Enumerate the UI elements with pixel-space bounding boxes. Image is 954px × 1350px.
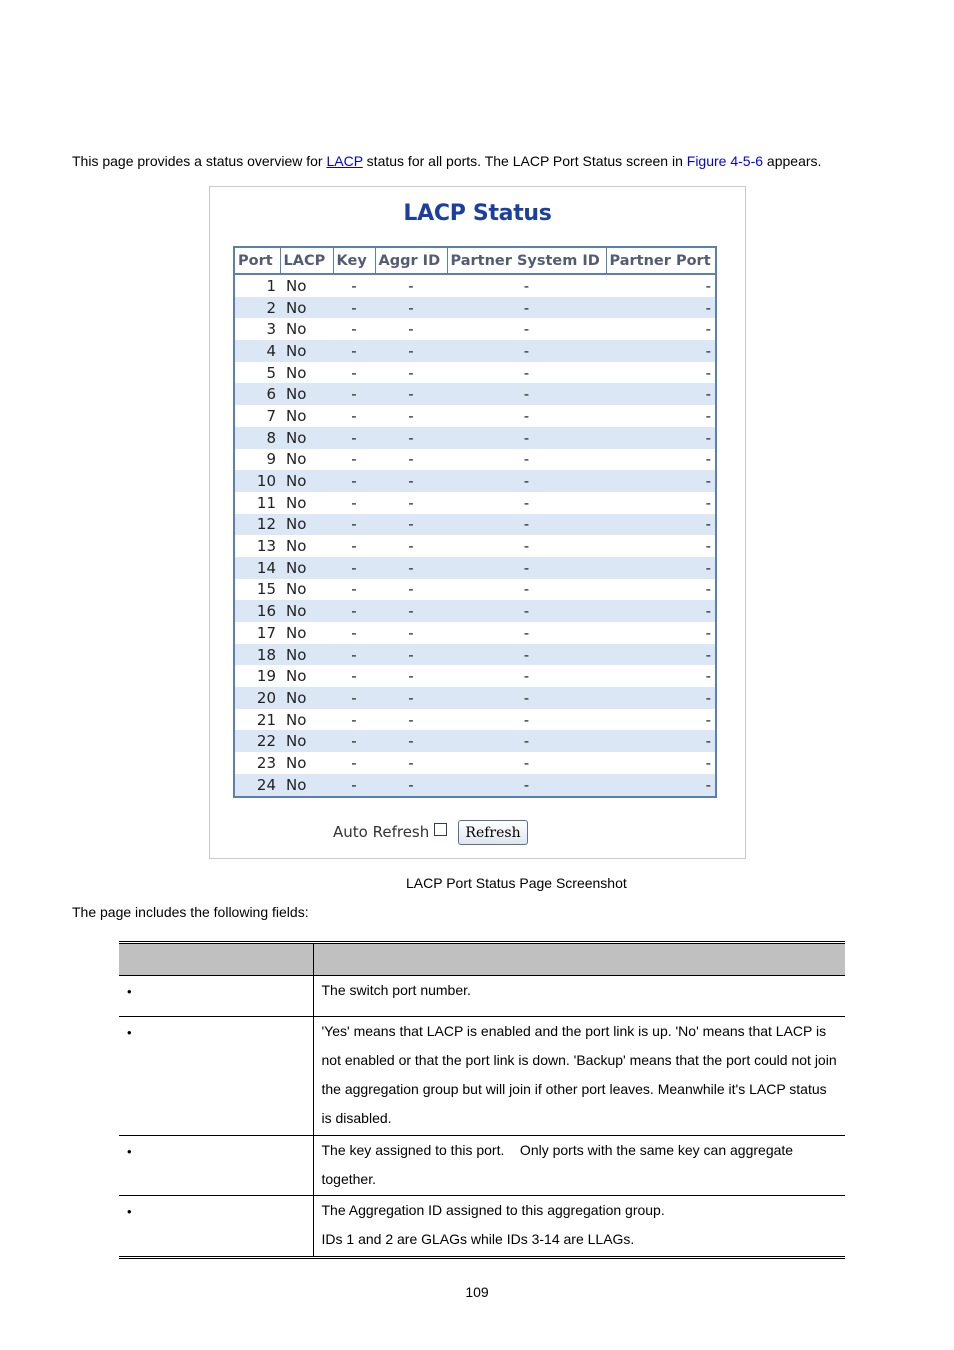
- bullet: •: [127, 1204, 132, 1219]
- table-row: [234, 600, 716, 622]
- partner-system-id-cell: -: [447, 535, 606, 557]
- key-cell: -: [333, 470, 375, 492]
- table-row: [234, 318, 716, 340]
- lacp-status-title: LACP Status: [403, 201, 552, 226]
- key-cell: -: [333, 340, 375, 362]
- partner-port-cell: -: [606, 665, 716, 687]
- table-row: [234, 752, 716, 774]
- partner-system-id-cell: -: [447, 470, 606, 492]
- table-row: [234, 535, 716, 557]
- lacp-cell: No: [280, 774, 333, 797]
- port-cell: 16: [234, 600, 280, 622]
- col-header-partner-system-id: Partner System ID: [447, 247, 606, 274]
- partner-system-id-cell: -: [447, 405, 606, 427]
- partner-port-cell: -: [606, 579, 716, 601]
- partner-system-id-cell: -: [447, 709, 606, 731]
- table-row: [234, 470, 716, 492]
- fields-table: [119, 941, 845, 1259]
- key-cell: -: [333, 427, 375, 449]
- partner-port-cell: -: [606, 600, 716, 622]
- lacp-status-table: [233, 246, 717, 798]
- partner-system-id-cell: -: [447, 644, 606, 666]
- port-cell: 3: [234, 318, 280, 340]
- lacp-cell: No: [280, 297, 333, 319]
- key-cell: -: [333, 362, 375, 384]
- aggr-id-cell: -: [375, 665, 447, 687]
- table-row: [234, 665, 716, 687]
- port-cell: 17: [234, 622, 280, 644]
- aggr-id-cell: -: [375, 535, 447, 557]
- partner-system-id-cell: -: [447, 492, 606, 514]
- port-cell: 5: [234, 362, 280, 384]
- key-cell: -: [333, 665, 375, 687]
- lacp-cell: No: [280, 535, 333, 557]
- table-row: [234, 427, 716, 449]
- port-cell: 18: [234, 644, 280, 666]
- partner-port-cell: -: [606, 557, 716, 579]
- key-cell: -: [333, 318, 375, 340]
- port-cell: 15: [234, 579, 280, 601]
- partner-system-id-cell: -: [447, 340, 606, 362]
- object-cell: [119, 1017, 313, 1136]
- port-cell: 11: [234, 492, 280, 514]
- aggr-id-cell: -: [375, 687, 447, 709]
- table-row: [234, 557, 716, 579]
- table-row: [234, 274, 716, 297]
- table-row: [234, 687, 716, 709]
- port-cell: 7: [234, 405, 280, 427]
- figure-reference-link[interactable]: Figure 4-5-6: [686, 153, 764, 169]
- description-cell: 'Yes' means that LACP is enabled and the port link is up. 'No' means that LACP is not enabled or that the port link is down. 'Backup' means that the port could not join the aggregation group but will join if other port leaves. Meanwhile it's LACP status is disabled.: [313, 1017, 845, 1136]
- partner-system-id-cell: -: [447, 449, 606, 471]
- key-cell: -: [333, 644, 375, 666]
- partner-system-id-cell: -: [447, 774, 606, 797]
- port-cell: 1: [234, 274, 280, 297]
- partner-port-cell: -: [606, 427, 716, 449]
- aggr-id-cell: -: [375, 752, 447, 774]
- port-cell: 9: [234, 449, 280, 471]
- key-cell: -: [333, 297, 375, 319]
- partner-system-id-cell: -: [447, 514, 606, 536]
- aggr-id-cell: -: [375, 470, 447, 492]
- port-cell: 22: [234, 730, 280, 752]
- key-cell: -: [333, 687, 375, 709]
- table-row: [234, 514, 716, 536]
- key-cell: -: [333, 752, 375, 774]
- bullet: •: [127, 984, 132, 999]
- key-cell: -: [333, 383, 375, 405]
- col-header-partner-port: Partner Port: [606, 247, 716, 274]
- partner-port-cell: -: [606, 622, 716, 644]
- port-cell: 19: [234, 665, 280, 687]
- partner-port-cell: -: [606, 274, 716, 297]
- partner-system-id-cell: -: [447, 557, 606, 579]
- aggr-id-cell: -: [375, 492, 447, 514]
- fields-intro: The page includes the following fields:: [72, 904, 309, 920]
- partner-system-id-cell: -: [447, 318, 606, 340]
- table-row: [234, 449, 716, 471]
- port-cell: 8: [234, 427, 280, 449]
- partner-port-cell: -: [606, 383, 716, 405]
- key-cell: -: [333, 774, 375, 797]
- aggr-id-cell: -: [375, 600, 447, 622]
- partner-port-cell: -: [606, 514, 716, 536]
- partner-port-cell: -: [606, 362, 716, 384]
- aggr-id-cell: -: [375, 340, 447, 362]
- partner-port-cell: -: [606, 449, 716, 471]
- port-cell: 2: [234, 297, 280, 319]
- key-cell: -: [333, 579, 375, 601]
- table-row: [234, 644, 716, 666]
- aggr-id-cell: -: [375, 297, 447, 319]
- lacp-cell: No: [280, 470, 333, 492]
- partner-port-cell: -: [606, 644, 716, 666]
- partner-port-cell: -: [606, 470, 716, 492]
- table-row: [234, 340, 716, 362]
- key-cell: -: [333, 514, 375, 536]
- lacp-cell: No: [280, 644, 333, 666]
- page-number: 109: [465, 1284, 489, 1300]
- aggr-id-cell: -: [375, 622, 447, 644]
- partner-system-id-cell: -: [447, 600, 606, 622]
- partner-port-cell: -: [606, 492, 716, 514]
- partner-port-cell: -: [606, 709, 716, 731]
- lacp-cell: No: [280, 340, 333, 362]
- lacp-cell: No: [280, 318, 333, 340]
- table-header-row: [234, 247, 716, 274]
- port-cell: 13: [234, 535, 280, 557]
- partner-port-cell: -: [606, 405, 716, 427]
- partner-port-cell: -: [606, 730, 716, 752]
- port-cell: 6: [234, 383, 280, 405]
- key-cell: -: [333, 557, 375, 579]
- aggr-id-cell: -: [375, 405, 447, 427]
- aggr-id-cell: -: [375, 644, 447, 666]
- lacp-cell: No: [280, 730, 333, 752]
- fields-header-description: [313, 943, 845, 976]
- partner-system-id-cell: -: [447, 622, 606, 644]
- partner-system-id-cell: -: [447, 383, 606, 405]
- table-row: [234, 362, 716, 384]
- table-row: [234, 622, 716, 644]
- lacp-cell: No: [280, 557, 333, 579]
- table-row: [234, 774, 716, 797]
- port-cell: 20: [234, 687, 280, 709]
- key-cell: -: [333, 600, 375, 622]
- key-cell: -: [333, 622, 375, 644]
- lacp-cell: No: [280, 665, 333, 687]
- port-cell: 23: [234, 752, 280, 774]
- partner-system-id-cell: -: [447, 297, 606, 319]
- lacp-cell: No: [280, 274, 333, 297]
- aggr-id-cell: -: [375, 709, 447, 731]
- lacp-cell: No: [280, 600, 333, 622]
- lacp-cell: No: [280, 514, 333, 536]
- partner-port-cell: -: [606, 687, 716, 709]
- partner-system-id-cell: -: [447, 579, 606, 601]
- partner-system-id-cell: -: [447, 274, 606, 297]
- col-header-lacp: LACP: [280, 247, 333, 274]
- port-cell: 24: [234, 774, 280, 797]
- table-row: [234, 297, 716, 319]
- partner-port-cell: -: [606, 752, 716, 774]
- partner-port-cell: -: [606, 318, 716, 340]
- port-cell: 21: [234, 709, 280, 731]
- auto-refresh-label: Auto Refresh: [333, 823, 430, 841]
- lacp-cell: No: [280, 427, 333, 449]
- table-row: [234, 579, 716, 601]
- key-cell: -: [333, 405, 375, 427]
- partner-system-id-cell: -: [447, 752, 606, 774]
- aggr-id-cell: -: [375, 362, 447, 384]
- key-cell: -: [333, 535, 375, 557]
- lacp-cell: No: [280, 752, 333, 774]
- port-cell: 10: [234, 470, 280, 492]
- aggr-id-cell: -: [375, 557, 447, 579]
- lacp-cell: No: [280, 687, 333, 709]
- port-cell: 4: [234, 340, 280, 362]
- bullet: •: [127, 1025, 132, 1040]
- partner-system-id-cell: -: [447, 427, 606, 449]
- aggr-id-cell: -: [375, 730, 447, 752]
- lacp-link[interactable]: LACP: [326, 153, 363, 169]
- lacp-cell: No: [280, 492, 333, 514]
- auto-refresh-checkbox[interactable]: [434, 823, 447, 836]
- table-row: [234, 383, 716, 405]
- bullet: •: [127, 1144, 132, 1159]
- intro-text-middle: status for all ports. The LACP Port Status screen in: [362, 153, 687, 169]
- object-cell: [119, 1136, 313, 1196]
- fields-row: [119, 1136, 845, 1196]
- lacp-cell: No: [280, 405, 333, 427]
- fields-row: [119, 1017, 845, 1136]
- description-cell: The Aggregation ID assigned to this aggregation group. IDs 1 and 2 are GLAGs while IDs 3-14 are LLAGs.: [313, 1196, 845, 1258]
- key-cell: -: [333, 449, 375, 471]
- lacp-cell: No: [280, 383, 333, 405]
- key-cell: -: [333, 492, 375, 514]
- lacp-cell: No: [280, 579, 333, 601]
- partner-port-cell: -: [606, 297, 716, 319]
- aggr-id-cell: -: [375, 579, 447, 601]
- lacp-cell: No: [280, 362, 333, 384]
- object-cell: [119, 976, 313, 1017]
- table-row: [234, 730, 716, 752]
- partner-port-cell: -: [606, 535, 716, 557]
- fields-row: [119, 976, 845, 1017]
- fields-header-object: [119, 943, 313, 976]
- table-row: [234, 492, 716, 514]
- aggr-id-cell: -: [375, 383, 447, 405]
- intro-text-before: This page provides a status overview for: [72, 153, 327, 169]
- object-cell: [119, 1196, 313, 1258]
- description-cell: The switch port number.: [313, 976, 845, 1017]
- lacp-cell: No: [280, 622, 333, 644]
- lacp-cell: No: [280, 449, 333, 471]
- port-cell: 12: [234, 514, 280, 536]
- aggr-id-cell: -: [375, 449, 447, 471]
- fields-row: [119, 1196, 845, 1258]
- intro-text-after: appears.: [763, 153, 822, 169]
- lacp-cell: No: [280, 709, 333, 731]
- key-cell: -: [333, 709, 375, 731]
- partner-system-id-cell: -: [447, 362, 606, 384]
- refresh-button[interactable]: Refresh: [458, 820, 528, 845]
- partner-system-id-cell: -: [447, 687, 606, 709]
- partner-port-cell: -: [606, 340, 716, 362]
- description-cell: The key assigned to this port. Only ports with the same key can aggregate together.: [313, 1136, 845, 1196]
- fields-header-row: [119, 943, 845, 976]
- key-cell: -: [333, 730, 375, 752]
- col-header-port: Port: [234, 247, 280, 274]
- aggr-id-cell: -: [375, 774, 447, 797]
- aggr-id-cell: -: [375, 318, 447, 340]
- aggr-id-cell: -: [375, 514, 447, 536]
- key-cell: -: [333, 274, 375, 297]
- lacp-status-screenshot: [209, 186, 746, 859]
- col-header-key: Key: [333, 247, 375, 274]
- table-row: [234, 405, 716, 427]
- partner-system-id-cell: -: [447, 665, 606, 687]
- col-header-aggr-id: Aggr ID: [375, 247, 447, 274]
- table-row: [234, 709, 716, 731]
- aggr-id-cell: -: [375, 427, 447, 449]
- aggr-id-cell: -: [375, 274, 447, 297]
- partner-system-id-cell: -: [447, 730, 606, 752]
- partner-port-cell: -: [606, 774, 716, 797]
- intro-paragraph: [72, 153, 821, 169]
- figure-caption: LACP Port Status Page Screenshot: [406, 875, 627, 891]
- port-cell: 14: [234, 557, 280, 579]
